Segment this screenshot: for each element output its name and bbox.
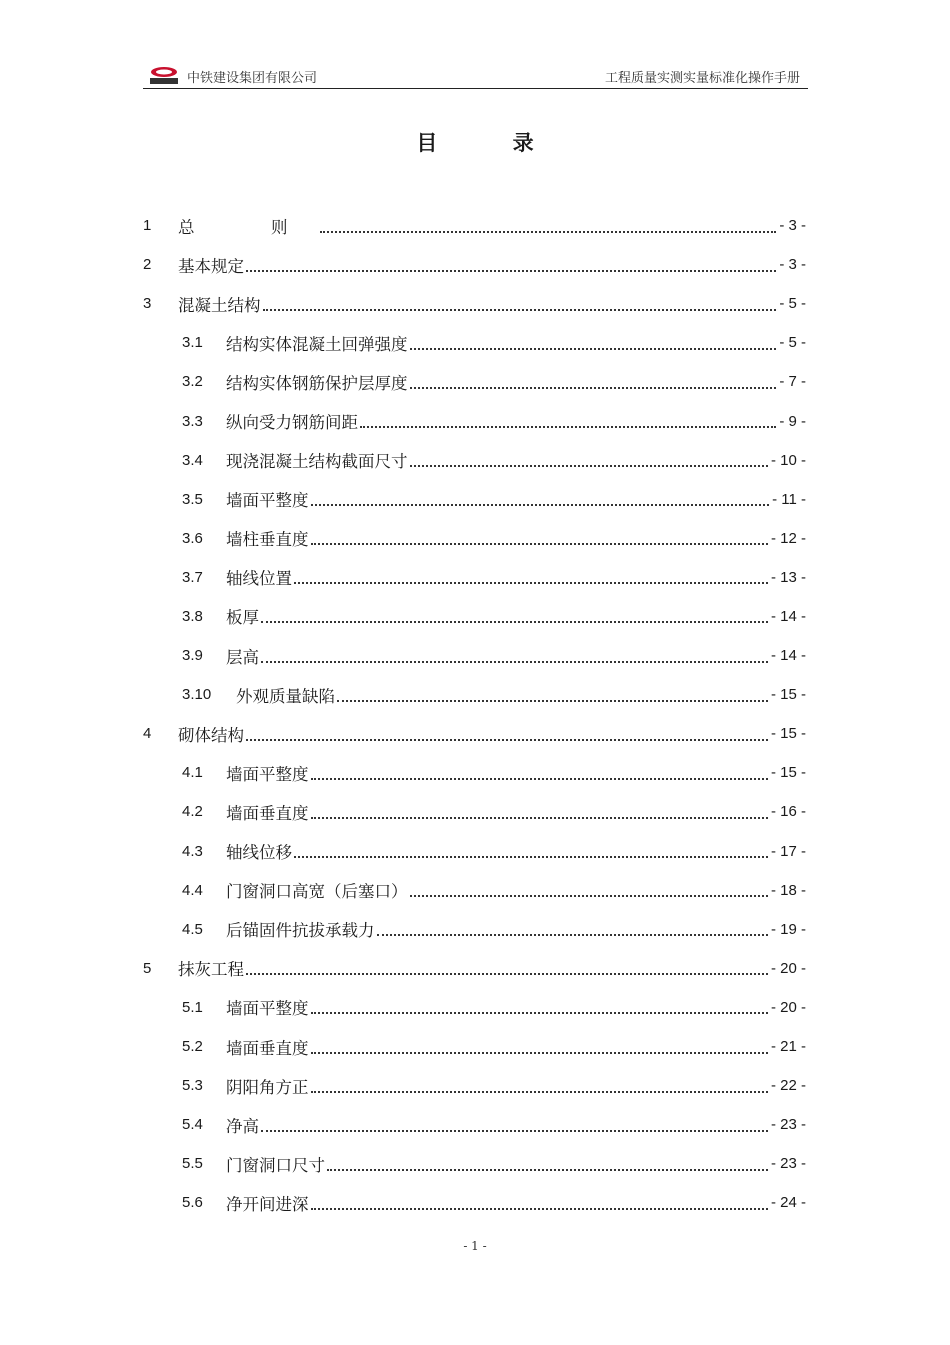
toc-entry-number: 1 xyxy=(143,217,152,235)
dot-leader xyxy=(337,700,768,702)
dot-leader xyxy=(311,1012,768,1014)
toc-entry-number: 2 xyxy=(143,256,152,274)
company-name: 中铁建设集团有限公司 xyxy=(187,71,318,86)
toc-entry[interactable] xyxy=(143,988,806,1027)
toc-entry-label: 纵向受力钢筋间距 xyxy=(226,413,358,433)
dot-leader xyxy=(311,1052,768,1054)
toc-entry[interactable] xyxy=(143,401,806,440)
toc-entry[interactable] xyxy=(143,675,806,714)
dot-leader xyxy=(311,543,768,545)
dot-leader xyxy=(261,661,768,663)
toc-entry-page: - 3 - xyxy=(779,256,806,274)
toc-entry-label: 门窗洞口尺寸 xyxy=(226,1155,325,1175)
dot-leader xyxy=(311,778,768,780)
toc-entry[interactable] xyxy=(143,1105,806,1144)
toc-entry[interactable] xyxy=(143,206,806,245)
dot-leader xyxy=(263,309,777,311)
toc-entry-page: - 21 - xyxy=(770,1038,806,1056)
toc-entry-page: - 13 - xyxy=(770,568,806,586)
table-of-contents xyxy=(143,206,806,1222)
toc-entry[interactable] xyxy=(143,1027,806,1066)
toc-entry-label: 外观质量缺陷 xyxy=(236,686,335,706)
toc-entry[interactable] xyxy=(143,558,806,597)
toc-entry-label: 轴线位移 xyxy=(226,843,292,863)
toc-entry-number: 4.4 xyxy=(182,881,203,899)
toc-entry[interactable] xyxy=(143,1066,806,1105)
manual-title: 工程质量实测实量标准化操作手册 xyxy=(604,71,800,86)
dot-leader xyxy=(311,817,768,819)
toc-entry-label: 净高 xyxy=(226,1116,259,1136)
toc-entry-page: - 9 - xyxy=(779,412,806,430)
toc-entry-page: - 16 - xyxy=(770,803,806,821)
toc-entry-label: 砌体结构 xyxy=(178,725,244,745)
toc-entry-number: 3.3 xyxy=(182,412,203,430)
toc-entry-number: 4 xyxy=(143,725,152,743)
toc-entry-page: - 15 - xyxy=(770,686,806,704)
toc-entry-page: - 20 - xyxy=(770,959,806,977)
toc-entry[interactable] xyxy=(143,1183,806,1222)
toc-entry-number: 5.6 xyxy=(182,1194,203,1212)
toc-entry-page: - 7 - xyxy=(779,373,806,391)
toc-entry-number: 3.5 xyxy=(182,490,203,508)
toc-entry[interactable] xyxy=(143,480,806,519)
toc-entry-number: 4.5 xyxy=(182,920,203,938)
toc-entry-page: - 19 - xyxy=(770,920,806,938)
toc-entry[interactable] xyxy=(143,323,806,362)
toc-entry-label: 后锚固件抗拔承载力 xyxy=(226,921,375,941)
toc-entry-number: 5.2 xyxy=(182,1038,203,1056)
toc-entry-number: 3.1 xyxy=(182,334,203,352)
toc-entry-number: 5.4 xyxy=(182,1116,203,1134)
toc-entry-label: 结构实体钢筋保护层厚度 xyxy=(226,373,408,393)
toc-entry-page: - 12 - xyxy=(770,529,806,547)
dot-leader xyxy=(261,1130,768,1132)
toc-entry[interactable] xyxy=(143,362,806,401)
toc-entry-label: 门窗洞口高宽（后塞口） xyxy=(226,882,408,902)
toc-entry-number: 5.1 xyxy=(182,998,203,1016)
dot-leader xyxy=(311,1208,768,1210)
toc-entry-page: - 22 - xyxy=(770,1077,806,1095)
toc-entry-label: 墙面垂直度 xyxy=(226,803,309,823)
toc-title: 目 录 xyxy=(416,130,568,155)
toc-entry-label: 基本规定 xyxy=(178,256,244,276)
toc-entry-number: 3.4 xyxy=(182,451,203,469)
dot-leader xyxy=(327,1169,768,1171)
toc-entry-page: - 24 - xyxy=(770,1194,806,1212)
toc-entry-label: 墙面垂直度 xyxy=(226,1038,309,1058)
toc-entry-page: - 18 - xyxy=(770,881,806,899)
toc-entry-page: - 10 - xyxy=(770,451,806,469)
toc-entry-number: 3.8 xyxy=(182,607,203,625)
dot-leader xyxy=(246,270,776,272)
toc-entry-number: 4.1 xyxy=(182,764,203,782)
dot-leader xyxy=(377,934,768,936)
toc-entry-label: 结构实体混凝土回弹强度 xyxy=(226,334,408,354)
toc-entry-label: 抹灰工程 xyxy=(178,960,244,980)
toc-entry-number: 5 xyxy=(143,959,152,977)
toc-entry-number: 3.2 xyxy=(182,373,203,391)
dot-leader xyxy=(311,504,770,506)
toc-entry-label: 墙面平整度 xyxy=(226,999,309,1019)
dot-leader xyxy=(261,621,768,623)
toc-entry-label: 板厚 xyxy=(226,608,259,628)
dot-leader xyxy=(246,739,768,741)
toc-entry-page: - 23 - xyxy=(770,1155,806,1173)
dot-leader xyxy=(294,856,768,858)
toc-entry-page: - 14 - xyxy=(770,647,806,665)
toc-entry-number: 5.5 xyxy=(182,1155,203,1173)
toc-entry[interactable] xyxy=(143,597,806,636)
dot-leader xyxy=(311,1091,768,1093)
dot-leader xyxy=(410,387,777,389)
toc-entry[interactable] xyxy=(143,949,806,988)
toc-entry[interactable] xyxy=(143,714,806,753)
toc-entry-number: 3 xyxy=(143,295,152,313)
toc-entry[interactable] xyxy=(143,871,806,910)
dot-leader xyxy=(410,895,768,897)
toc-entry[interactable] xyxy=(143,441,806,480)
dot-leader xyxy=(320,231,777,233)
company-logo xyxy=(147,64,181,86)
toc-entry[interactable] xyxy=(143,519,806,558)
toc-entry-number: 3.10 xyxy=(182,686,212,704)
toc-entry-number: 4.3 xyxy=(182,842,203,860)
dot-leader xyxy=(410,348,777,350)
toc-entry-page: - 17 - xyxy=(770,842,806,860)
toc-entry-number: 5.3 xyxy=(182,1077,203,1095)
dot-leader xyxy=(410,465,768,467)
toc-entry[interactable] xyxy=(143,284,806,323)
dot-leader xyxy=(246,973,768,975)
toc-entry-number: 4.2 xyxy=(182,803,203,821)
dot-leader xyxy=(294,582,768,584)
toc-entry-page: - 5 - xyxy=(779,295,806,313)
toc-entry-number: 3.9 xyxy=(182,647,203,665)
toc-entry-page: - 14 - xyxy=(770,607,806,625)
toc-entry-page: - 3 - xyxy=(779,217,806,235)
toc-entry-page: - 15 - xyxy=(770,764,806,782)
toc-entry[interactable] xyxy=(143,792,806,831)
toc-entry[interactable] xyxy=(143,910,806,949)
toc-entry-page: - 5 - xyxy=(779,334,806,352)
toc-entry-label: 混凝土结构 xyxy=(178,295,261,315)
toc-entry-label: 墙柱垂直度 xyxy=(226,530,309,550)
toc-entry-label: 净开间进深 xyxy=(226,1194,309,1214)
toc-entry-label: 总 则 xyxy=(178,217,318,237)
toc-entry-label: 轴线位置 xyxy=(226,569,292,589)
toc-entry-label: 墙面平整度 xyxy=(226,764,309,784)
toc-entry-label: 现浇混凝土结构截面尺寸 xyxy=(226,452,408,472)
toc-entry-label: 墙面平整度 xyxy=(226,491,309,511)
toc-entry[interactable] xyxy=(143,753,806,792)
dot-leader xyxy=(360,426,776,428)
toc-entry[interactable] xyxy=(143,1144,806,1183)
toc-entry-label: 阴阳角方正 xyxy=(226,1077,309,1097)
toc-entry-page: - 20 - xyxy=(770,998,806,1016)
toc-entry-label: 层高 xyxy=(226,647,259,667)
toc-entry-page: - 11 - xyxy=(772,490,806,508)
toc-entry-page: - 23 - xyxy=(770,1116,806,1134)
toc-entry[interactable] xyxy=(143,636,806,675)
toc-entry[interactable] xyxy=(143,832,806,871)
toc-entry-number: 3.7 xyxy=(182,568,203,586)
page-header xyxy=(143,62,808,89)
page-number: - 1 - xyxy=(463,1239,487,1253)
toc-entry-number: 3.6 xyxy=(182,529,203,547)
toc-entry-page: - 15 - xyxy=(770,725,806,743)
toc-entry[interactable] xyxy=(143,245,806,284)
